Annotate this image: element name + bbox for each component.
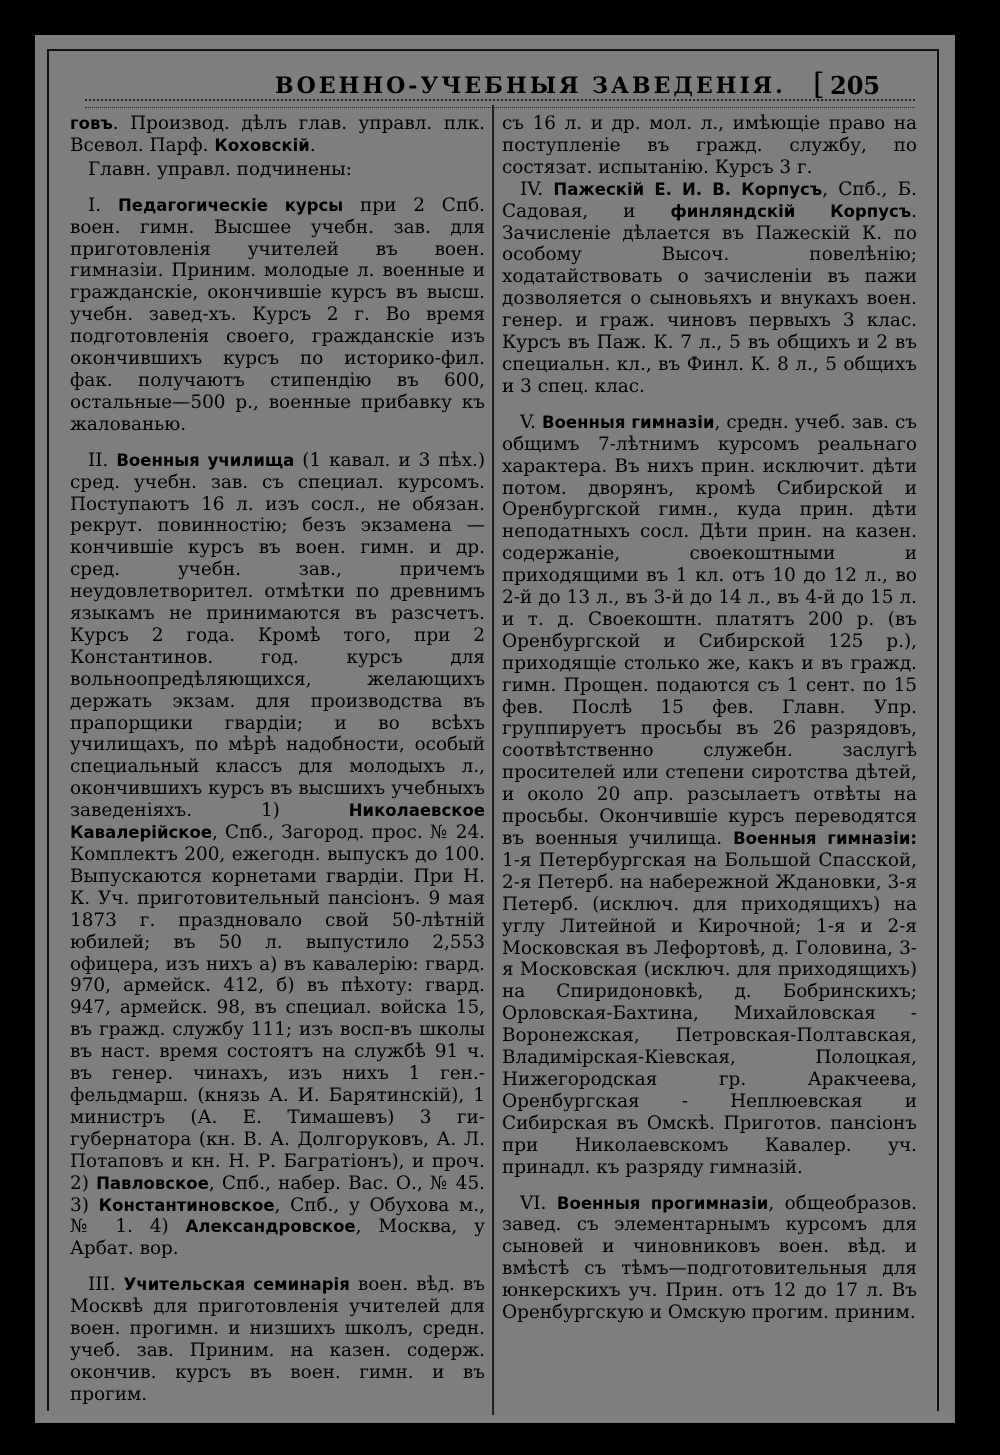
text-run: , средн. учеб. зав. съ общимъ 7-лѣтнимъ курсомъ реальнаго характера. Въ нихъ прин. исключит. дѣти потом. дворянъ, кромѣ Сибирской и Оренбургской гимн., куда прин. дѣти неподатныхъ сосл. Дѣти прин. на казен. содержаніе, своекоштными и приходящими въ 1 кл. отъ 10 до 12 л., во 2-й до 13 л., въ 3-й до 14 л., въ 4-й до 15 л. и т. д. Своекоштн. платятъ 200 р. (въ Оренбургской и Сибирской 125 р.), приходящіе столько же, какъ и въ гражд. гимн. Прощен. подаются съ 1 сент. по 15 фев. Послѣ 15 фев. Главн. Упр. группируетъ просьбы въ 26 разрядовъ, соотвѣтственно служебн. заслугѣ просителей или степени сиротства дѣтей, и около 20 апр. разсылаетъ отвѣты на просьбы. Окончившіе курсъ переводятся въ военныя училища. — [502, 411, 918, 849]
bold-term: финляндскій Корпусъ — [670, 201, 912, 221]
page-number: 205 — [830, 71, 881, 100]
bold-term: Николаевское Кавалерійское — [70, 801, 485, 843]
paragraph: Главн. управл. подчинены: — [88, 158, 352, 180]
section-number: I. — [88, 194, 118, 216]
bold-term: Константиновское — [98, 1195, 275, 1215]
bold-term: Павловское — [96, 1173, 209, 1193]
text-run: при 2 Спб. воен. гимн. Высшее учебн. зав. для приготовленія учителей въ воен. гимназіи. Приним. молодые л. военные и гражданскіе, окончившіе курсъ въ высш. учебн. завед-хъ. Курсъ 2 г. Во время подготовленія своего, гражданскіе изъ окончившихъ курсъ по историко-фил. фак. получаютъ стипендію въ 600, остальные—500 р., военные прибавку къ жалованью. — [70, 194, 486, 435]
right-column — [502, 113, 917, 1338]
text-run: , Спб., Б. Садовая, и — [502, 178, 917, 222]
bold-term: Александровское — [185, 1217, 356, 1237]
section-number: II. — [88, 449, 117, 471]
paragraph — [70, 113, 485, 157]
bold-term: говъ — [70, 114, 113, 133]
bold-term: Военныя гимназіи: — [733, 829, 917, 848]
text-run: , Спб., у Обухова м., № 1. 4) — [70, 1194, 485, 1238]
section-number: V. — [520, 411, 543, 433]
text-run: воен. вѣд. въ Москвѣ для приготовленія учителей для воен. прогимн. и низшихъ школъ, средн. учеб. зав. Приним. на казен. содерж. окончив. курсъ въ воен. гимн. и въ прогим. — [70, 1274, 485, 1405]
page — [35, 35, 955, 1423]
paragraph: съ 16 л. и др. мол. л., имѣющіе право на поступленіе въ гражд. службу, по состязат. испытанію. Курсъ 3 г. — [502, 113, 917, 178]
section-VI — [502, 1193, 917, 1324]
section-heading: Военныя гимназіи — [542, 412, 715, 432]
left-column — [70, 113, 485, 1420]
section-II — [70, 450, 485, 1261]
header-title: ВОЕННО-УЧЕБНЫЯ ЗАВЕДЕНІЯ. — [275, 73, 786, 99]
section-heading: Педагогическіе курсы — [117, 195, 344, 215]
running-header — [35, 67, 955, 117]
section-number: III. — [88, 1274, 124, 1296]
text-run: 1-я Петербургская на Большой Спасской, 2-я Петерб. на набережной Ждановки, 3-я Петерб. (исключ. для приходящихъ) на углу Литейной и Кирочной; 1-я и 2-я Московская въ Лефортовѣ, д. Головина, 3-я Московская (исключ. для приходящихъ) на Спиридоновкѣ, д. Бобринскихъ; Орловская-Бахтина, Михайловская - Воронежская, Петровская-Полтавская, Владимірская-Кіевская, Полоцкая, Нижегородская гр. Аракчеева, Оренбургская - Неплюевская и Сибирская въ Омскѣ. Приготов. пансіонъ при Николаевскомъ Кавалер. уч. принадл. къ разряду гимназій. — [502, 849, 917, 1178]
section-V — [502, 412, 917, 1179]
section-I — [70, 195, 485, 436]
section-heading: Военныя прогимназіи — [556, 1193, 769, 1213]
section-IV — [502, 179, 917, 398]
text-run: , Спб., Загород. прос. № 24. Комплектъ 200, ежегодн. выпускъ до 100. Выпускаются корнетами гвардіи. При Н. К. Уч. приготовительный пансіонъ. 9 мая 1873 г. праздновало свой 50-лѣтній юбилей; въ 50 л. выпустило 2,553 офицера, изъ нихъ а) въ кавалерію: гвард. 970, армейск. 412, б) въ пѣхоту: гвард. 947, армейск. 98, въ специал. войска 15, въ гражд. службу 111; изъ восп-въ школы въ наст. время состоятъ на службѣ 91 ч. въ генер. чинахъ, изъ нихъ 1 ген.-фельдмарш. (князь А. И. Барятинскій), 1 министръ (А. Е. Тимашевъ) 3 ги-губернатора (кн. В. А. Долгоруковъ, А. Л. Потаповъ и кн. Н. Р. Багратіонъ), и проч. 2) — [70, 822, 485, 1194]
text-run: , Спб., набер. Вас. О., № 45. 3) — [70, 1172, 485, 1216]
bold-term: Коховскій — [214, 135, 310, 155]
text-run: . — [309, 134, 316, 156]
section-number: IV. — [520, 178, 554, 200]
text-run: , общеобразов. завед. съ элементарнымъ курсомъ для сыновей и чиновниковъ воен. вѣд. и вмѣстѣ съ тѣмъ—подготовительныя для юнкерскихъ уч. Прин. отъ 12 до 17 л. Въ Оренбургскую и Омскую прогим. приним. — [502, 1192, 917, 1324]
text-run: (1 кавал. и 3 пѣх.) сред. учебн. зав. съ специал. курсомъ. Поступаютъ 16 л. изъ сосл., не обязан. рекрут. повинностію; безъ экзамена — кончившіе курсъ въ воен. гимн. и др. сред. учебн. зав., причемъ неудовлетворител. отмѣтки по древнимъ языкамъ не принимаются въ разсчетъ. Курсъ 2 года. Кромѣ того, при 2 Константинов. год. курсъ для вольноопредѣляющихся, желающихъ держать экзам. для производства въ прапорщики гвардіи; и во всѣхъ училищахъ, по мѣрѣ надобности, особый специальный классъ для молодыхъ л., окончившихъ курсъ въ высшихъ учебныхъ заведеніяхъ. 1) — [70, 449, 485, 822]
header-rule — [85, 99, 915, 108]
text-run: , Москва, у Арбат. вор. — [70, 1216, 485, 1260]
section-III — [70, 1274, 485, 1405]
text-run: . Производ. дѣлъ глав. управл. плк. Всевол. Парф. — [70, 113, 485, 156]
section-heading: Пажескій Е. И. В. Корпусъ — [553, 179, 823, 199]
section-number: VI. — [520, 1192, 557, 1214]
section-heading: Учительская семинарія — [123, 1275, 350, 1295]
column-divider — [492, 105, 494, 1415]
text-run: . Зачисленіе дѣлается въ Пажескій К. по особому Высоч. повелѣнію; ходатайствовать о зачисленіи въ пажи дозволяется о сыновьяхъ и внукахъ воен. генер. и граж. чиновъ первыхъ 3 клас. Курсъ въ Паж. К. 7 л., 5 въ общихъ и 2 въ специальн. кл., въ Финл. К. 8 л., 5 общихъ и 3 спец. клас. — [502, 200, 917, 397]
header-bracket: [ — [813, 67, 825, 102]
section-heading: Военныя училища — [116, 450, 295, 470]
